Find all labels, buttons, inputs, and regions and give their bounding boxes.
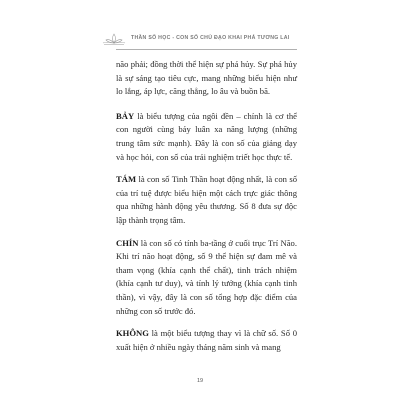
paragraph-text: là một biểu tượng thay vì là chữ số. Số 0 xuất hiện ở nhiều ngày tháng năm sinh và mang xyxy=(116,328,297,352)
page-number: 19 xyxy=(196,378,204,384)
running-header xyxy=(102,30,332,50)
paragraph-text: là biểu tượng của ngôi đền – chính là cơ thể con người cùng bảy luân xa năng lượng (những trung tâm sức mạnh). Đây là con số của giảng dạy và học hỏi, con số của trải nghiệm triết học thực tế. xyxy=(116,110,297,162)
body-text xyxy=(116,58,297,363)
paragraph xyxy=(116,58,297,99)
paragraph-keyword: TÁM xyxy=(116,174,137,185)
lotus-ornament-icon xyxy=(102,32,126,46)
paragraph-text: là con số Tinh Thần hoạt động nhất, là con số của trí tuệ được biểu hiện một cách trực giác thông qua những hành động yêu thương. Số 8 đưa sự độc lập thành trọng tâm. xyxy=(116,174,297,225)
paragraph xyxy=(116,237,297,319)
paragraph-text: não phải; đồng thời thể hiện sự phá hủy. Sự phá hủy là sự sáng tạo tiêu cực, mang những biểu hiện như lo lắng, áp lực, căng thẳng, lo âu và buồn bã. xyxy=(116,59,297,97)
paragraph xyxy=(116,327,297,354)
paragraph xyxy=(116,173,297,227)
running-title: THẦN SỐ HỌC - CON SỐ CHỦ ĐẠO KHAI PHÁ TƯƠNG LAI xyxy=(131,35,290,41)
paragraph-keyword: CHÍN xyxy=(116,237,139,248)
paragraph-text: là con số có tính ba-tầng ở cuối trục Trí Não. Khi trí não hoạt động, số 9 thể hiện sự đam mê và tham vọng (khía cạnh thể chất), tinh trách nhiệm (khía cạnh tư duy), và tính lý tưởng (khía cạnh tinh thần), vì vậy, đây là con số tổng hợp đặc điểm của những con số trước đó. xyxy=(116,237,297,316)
paragraph-keyword: KHÔNG xyxy=(116,328,149,339)
paragraph xyxy=(116,110,297,164)
paragraph-keyword: BẢY xyxy=(116,110,135,121)
header-divider xyxy=(116,49,297,50)
